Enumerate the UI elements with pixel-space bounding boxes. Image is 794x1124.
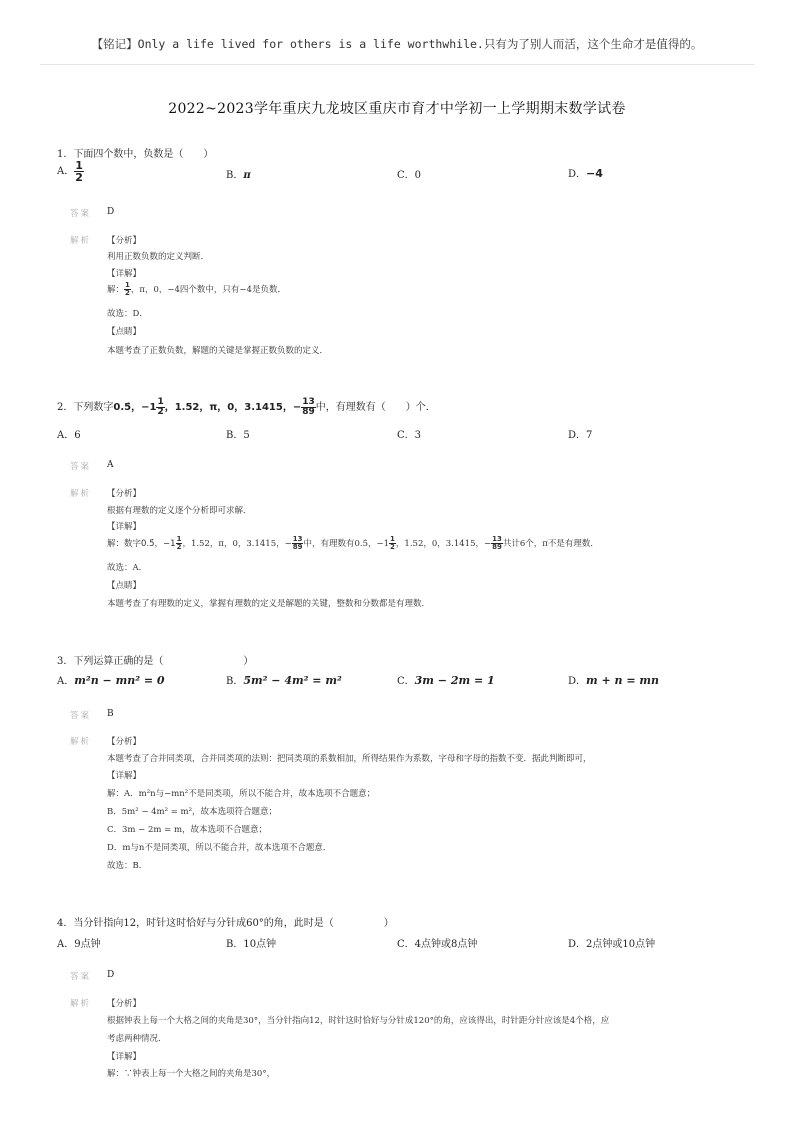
q4-line: 考虑两种情况．: [107, 1034, 167, 1044]
q1-detail-fraction: [124, 282, 131, 297]
q2-detail-numerator-3: 1: [390, 535, 395, 543]
q3-option-a[interactable]: [57, 672, 165, 687]
q2-line: 【详解】: [107, 522, 142, 532]
q4-line: 【分析】: [107, 999, 142, 1009]
q1-analysis-label: 解析: [70, 236, 92, 246]
q2-detail-c: 中，有理数有0.5̇，−1: [303, 539, 390, 549]
q1-option-b-value: π: [243, 170, 251, 181]
q4-option-b[interactable]: B．10点钟: [226, 939, 277, 950]
exam-title: 2022~2023学年重庆九龙坡区重庆市育才中学初一上学期期末数学试卷: [168, 101, 626, 117]
q2-detail-a: 解：数字0.5̇，−1: [107, 539, 176, 549]
q3-line: 解：A．m²n与−mn²不是同类项，所以不能合并，故本选项不合题意；: [107, 789, 376, 799]
q3-line: C．3m − 2m = m，故本选项不合题意；: [107, 825, 268, 835]
q2-detail-fraction-4: [491, 536, 503, 551]
q1-line: 【详解】: [107, 269, 142, 279]
q2-detail-denominator-2: 89: [292, 543, 303, 551]
header-divider: [40, 64, 754, 65]
q1-option-a-numerator: 1: [75, 159, 83, 172]
q3-option-d[interactable]: [568, 672, 659, 687]
q2-stem-suffix: 中，有理数有（ ）个．: [315, 402, 436, 413]
q2-detail-e: 共计6个，π不是有理数．: [502, 539, 599, 549]
q2-stem-items-2: ，1.52，π，0，3.1415，−: [164, 402, 302, 413]
q2-line: 【分析】: [107, 489, 142, 499]
q2-stem: [57, 398, 436, 417]
q3-answer-label: 答案: [70, 711, 92, 721]
q1-option-a-fraction: [74, 160, 84, 183]
q2-detail-fraction-3: [389, 536, 396, 551]
q3-option-b-value: 5m² − 4m² = m²: [243, 674, 342, 687]
q3-option-d-prefix: D．: [568, 676, 587, 687]
q2-detail-denominator-4: 89: [492, 543, 502, 551]
q2-detail-fraction-2: [292, 536, 304, 551]
q1-option-c[interactable]: C．0: [397, 170, 422, 181]
q1-line: 【分析】: [107, 236, 142, 246]
q1-option-d[interactable]: [568, 165, 603, 180]
q1-detail-line: [107, 282, 286, 297]
q3-option-a-prefix: A．: [57, 676, 75, 687]
q4-option-c[interactable]: C．4点钟或8点钟: [397, 939, 478, 950]
q4-stem: 4．当分针指向12，时针这时恰好与分针成60°的角，此时是（ ）: [57, 918, 394, 929]
q2-analysis-label: 解析: [70, 489, 92, 499]
q4-line: 根据钟表上每一个大格之间的夹角是30°，当分针指向12，时针这时恰好与分针成120°的角，应该得出，时针距分针应该是4个格，应: [107, 1016, 610, 1026]
q2-stem-mixed-fraction: [156, 398, 164, 417]
q2-detail-line: [107, 536, 599, 551]
q2-line: 本题考查了有理数的定义，掌握有理数的定义是解题的关键，整数和分数都是有理数．: [107, 599, 431, 609]
q2-option-c[interactable]: C．3: [397, 430, 422, 441]
q1-line: 利用正数负数的定义判断．: [107, 252, 210, 262]
q1-option-a-denominator: 2: [75, 171, 83, 184]
q3-line: B．5m² − 4m² = m²，故本选项符合题意；: [107, 807, 278, 817]
q2-option-d[interactable]: D．7: [568, 430, 593, 441]
q4-analysis-label: 解析: [70, 999, 92, 1009]
q3-answer: B: [107, 709, 114, 719]
q3-line: D．m与n不是同类项，所以不能合并，故本选项不合题意．: [107, 843, 332, 853]
q2-line: 故选：A．: [107, 563, 148, 573]
q2-detail-denominator-3: 2: [390, 543, 395, 551]
q1-detail-numerator: 1: [125, 281, 130, 289]
q4-answer: D: [107, 970, 115, 980]
q1-line: 本题考查了正数负数，解题的关键是掌握正数负数的定义．: [107, 346, 329, 356]
q1-line: 故选：D．: [107, 309, 148, 319]
q3-option-c-prefix: C．: [397, 676, 415, 687]
q1-answer-label: 答案: [70, 209, 92, 219]
q4-line: 【详解】: [107, 1052, 142, 1062]
q3-line: 本题考查了合并同类项，合并同类项的法则：把同类项的系数相加，所得结果作为系数，字母和字母的指数不变．据此判断即可，: [107, 754, 592, 764]
motto-header: 【铭记】Only a life lived for others is a life worthwhile.只有为了别人而活，这个生命才是值得的。: [91, 37, 703, 51]
q2-stem-items: 0.5̇，−1: [113, 402, 157, 413]
q1-line: 【点睛】: [107, 327, 142, 337]
q2-detail-numerator-4: 13: [492, 535, 502, 543]
q1-option-b[interactable]: [226, 166, 251, 181]
q2-option-b[interactable]: B．5: [226, 430, 250, 441]
q2-stem-mixed-numerator: 1: [157, 397, 164, 407]
q3-option-a-value: m²n − mn² = 0: [74, 674, 165, 687]
q3-option-b-prefix: B．: [226, 676, 244, 687]
q1-detail-prefix: 解：: [107, 285, 125, 295]
q3-line: 【详解】: [107, 771, 142, 781]
q1-stem: 1．下面四个数中，负数是（ ）: [57, 149, 214, 160]
q3-option-c-value: 3m − 2m = 1: [414, 674, 495, 687]
q3-line: 【分析】: [107, 737, 142, 747]
q2-stem-prefix: 2．下列数字: [57, 402, 114, 413]
q3-option-d-value: m + n = mn: [586, 674, 660, 687]
q2-stem-denominator: 89: [302, 407, 315, 417]
q1-option-d-prefix: D．: [568, 169, 587, 180]
q3-stem: 3．下列运算正确的是（ ）: [57, 656, 254, 667]
q1-detail-denominator: 2: [125, 289, 130, 297]
q4-line: 解：∵钟表上每一个大格之间的夹角是30°，: [107, 1069, 276, 1079]
q2-stem-numerator: 13: [302, 397, 315, 407]
q2-detail-numerator-1: 1: [176, 535, 182, 543]
q1-option-a-prefix: A．: [57, 166, 75, 177]
q3-analysis-label: 解析: [70, 737, 92, 747]
q2-detail-numerator-2: 13: [292, 535, 303, 543]
q2-option-a[interactable]: A．6: [57, 430, 81, 441]
q2-answer: A: [107, 460, 114, 470]
q2-stem-mixed-denominator: 2: [157, 407, 164, 417]
q3-option-b[interactable]: [226, 672, 342, 687]
q1-answer: D: [107, 207, 115, 217]
q4-option-a[interactable]: A．9点钟: [57, 939, 101, 950]
q1-option-d-value: −4: [586, 167, 603, 180]
q1-option-a[interactable]: [57, 160, 84, 183]
q2-answer-label: 答案: [70, 462, 92, 472]
q4-answer-label: 答案: [70, 972, 92, 982]
q2-detail-b: ，1.52，π，0，3.1415，−: [182, 539, 292, 549]
q4-option-d[interactable]: D．2点钟或10点钟: [568, 939, 656, 950]
q3-line: 故选：B．: [107, 861, 148, 871]
q2-detail-d: ，1.52，0，3.1415，−: [395, 539, 492, 549]
q2-line: 【点睛】: [107, 581, 142, 591]
q3-option-c[interactable]: [397, 672, 495, 687]
q2-detail-denominator-1: 2: [176, 543, 182, 551]
q1-option-b-prefix: B．: [226, 170, 244, 181]
q1-detail-rest: ，π，0，−4四个数中，只有−4是负数．: [130, 285, 286, 295]
q2-stem-fraction: [301, 398, 316, 417]
q2-line: 根据有理数的定义逐个分析即可求解．: [107, 506, 252, 516]
